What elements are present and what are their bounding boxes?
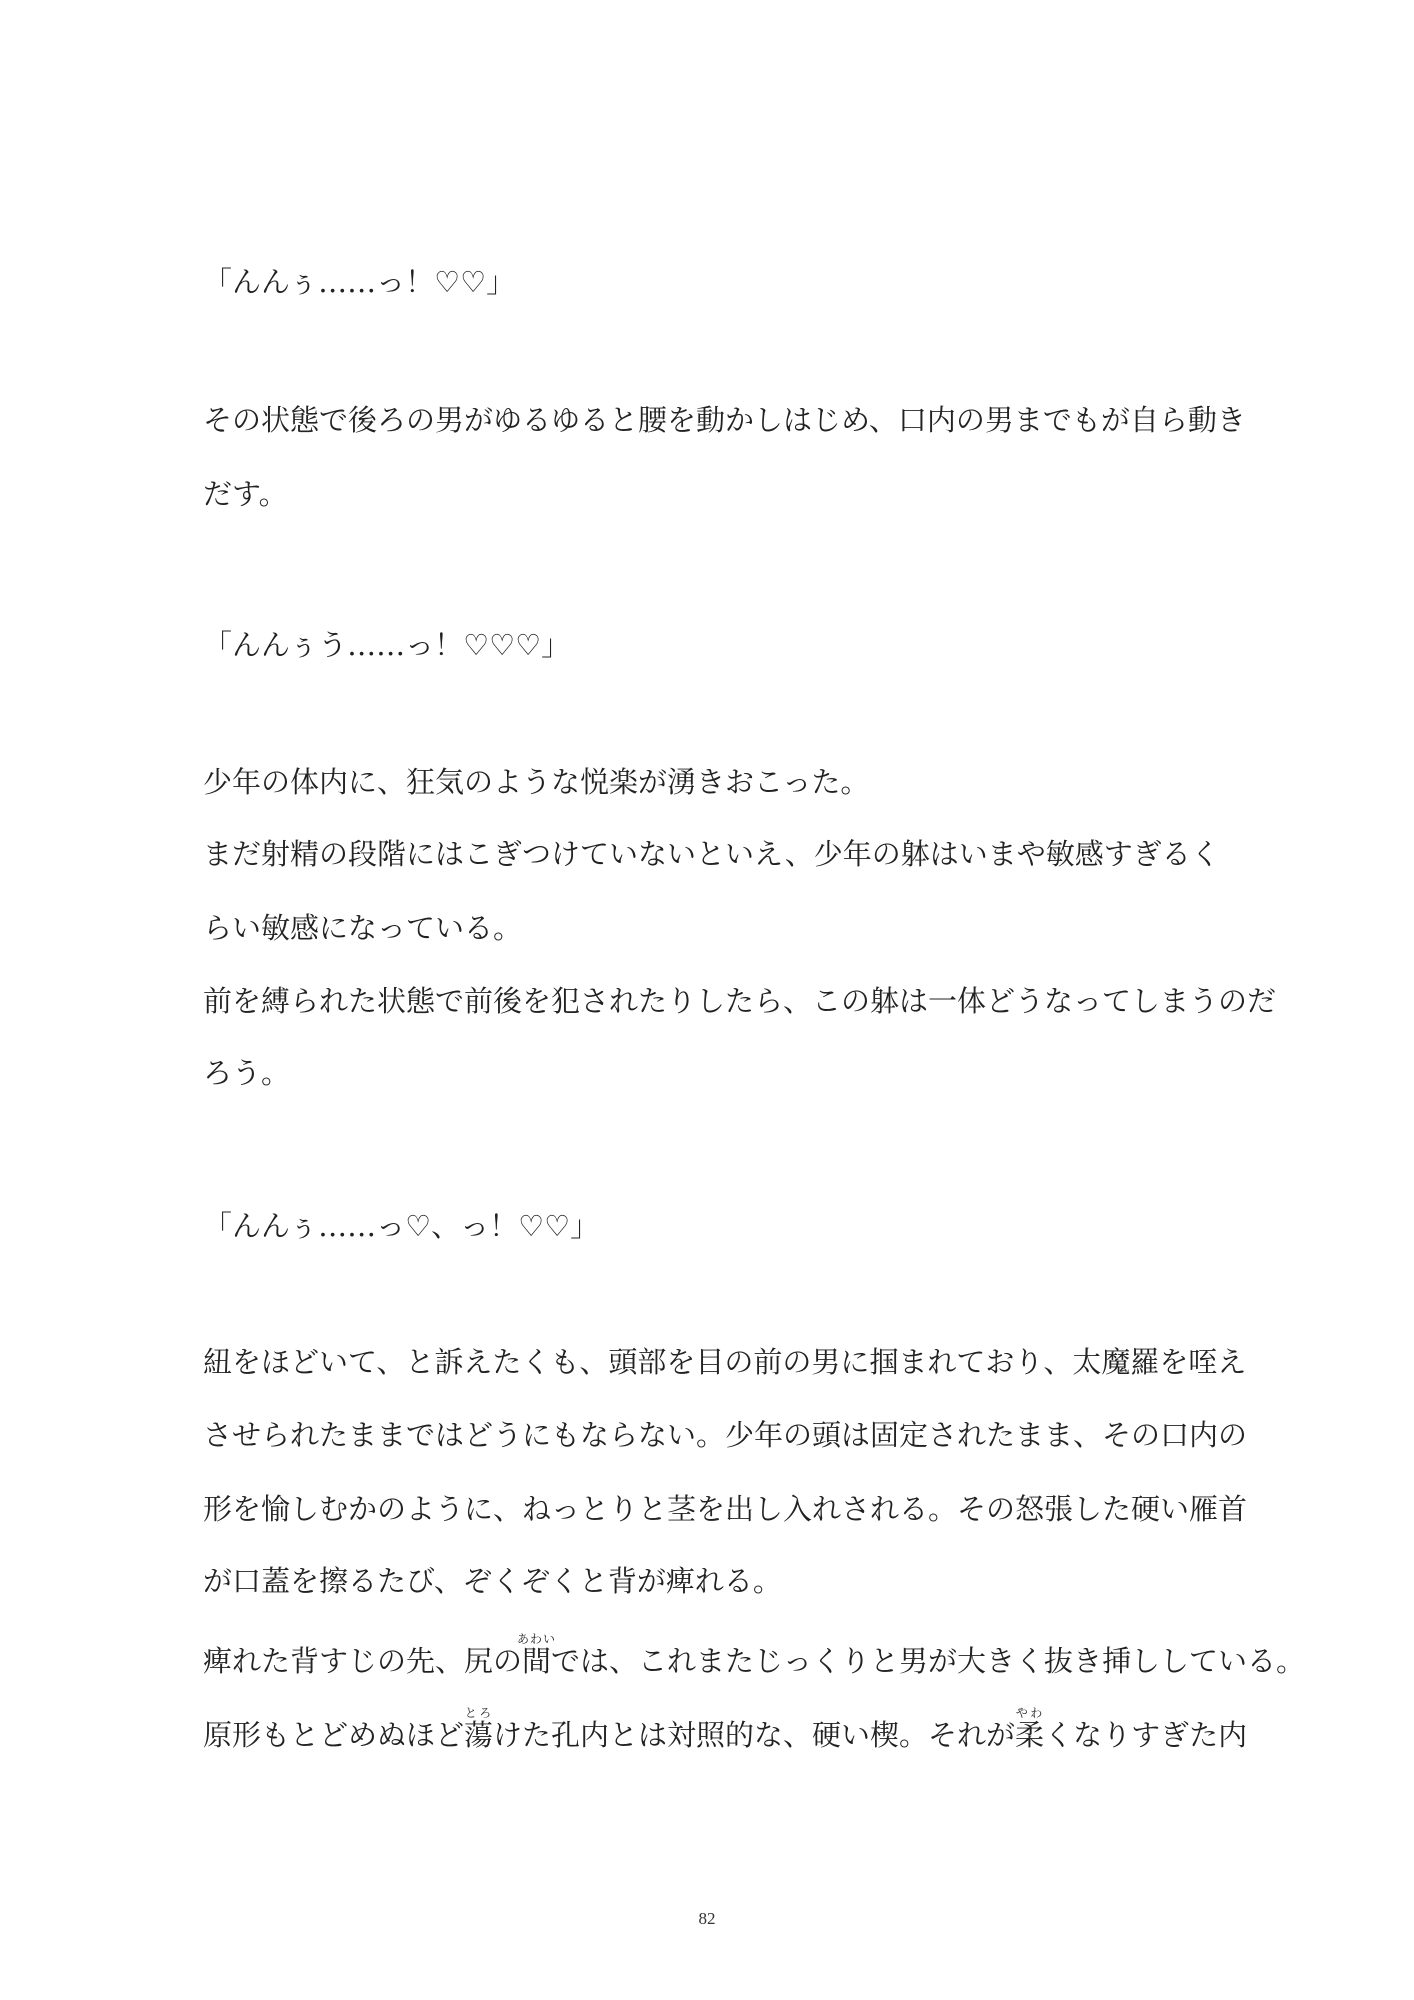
dialogue-line: 「んんぅ……っ♡、っ！♡♡」: [203, 1209, 600, 1243]
text-line-with-ruby: [203, 1632, 1306, 1681]
text-line: まだ射精の段階にはこぎつけていないといえ、少年の躰はいまや敏感すぎるく: [203, 837, 1220, 871]
page-number: 82: [698, 1909, 716, 1928]
text-line: 少年の体内に、狂気のような悦楽が湧きおこった。: [203, 765, 870, 799]
ruby-reading: とろ: [464, 1706, 494, 1720]
text-line: させられたままではどうにもならない。少年の頭は固定されたまま、その口内の: [203, 1418, 1248, 1452]
text-segment: 痺れた背すじの先、尻の: [203, 1644, 523, 1678]
ruby-annotation: [517, 1632, 557, 1678]
dialogue-line: 「んんぅ……っ！♡♡」: [203, 265, 516, 299]
text-line-with-ruby: [203, 1706, 1248, 1755]
ruby-base: 間: [517, 1644, 557, 1678]
text-line: その状態で後ろの男がゆるゆると腰を動かしはじめ、口内の男までもが自ら動き: [203, 403, 1246, 437]
text-segment: では、これまたじっくりと男が大きく抜き挿ししている。: [551, 1644, 1306, 1678]
text-segment: けた孔内とは対照的な、硬い楔。それが: [493, 1718, 1016, 1752]
text-line: ろう。: [203, 1056, 291, 1090]
text-line: 形を愉しむかのように、ねっとりと茎を出し入れされる。その怒張した硬い雁首: [203, 1492, 1248, 1526]
text-segment: 原形もとどめぬほど: [203, 1718, 465, 1752]
ruby-base: 蕩: [464, 1718, 494, 1752]
ruby-annotation: [1015, 1706, 1045, 1752]
ruby-annotation: [464, 1706, 494, 1752]
text-line: だす。: [203, 477, 288, 511]
ruby-reading: あわい: [517, 1632, 557, 1646]
dialogue-line: 「んんぅう……っ！♡♡♡」: [203, 628, 571, 662]
ruby-base: 柔: [1015, 1718, 1045, 1752]
ruby-reading: やわ: [1015, 1706, 1045, 1720]
text-line: らい敏感になっている。: [203, 911, 523, 945]
text-line: 前を縛られた状態で前後を犯されたりしたら、この躰は一体どうなってしまうのだ: [203, 984, 1277, 1018]
text-line: が口蓋を擦るたび、ぞくぞくと背が痺れる。: [203, 1564, 782, 1598]
text-segment: くなりすぎた内: [1044, 1718, 1248, 1752]
text-line: 紐をほどいて、と訴えたくも、頭部を目の前の男に掴まれており、太魔羅を咥え: [203, 1345, 1247, 1379]
